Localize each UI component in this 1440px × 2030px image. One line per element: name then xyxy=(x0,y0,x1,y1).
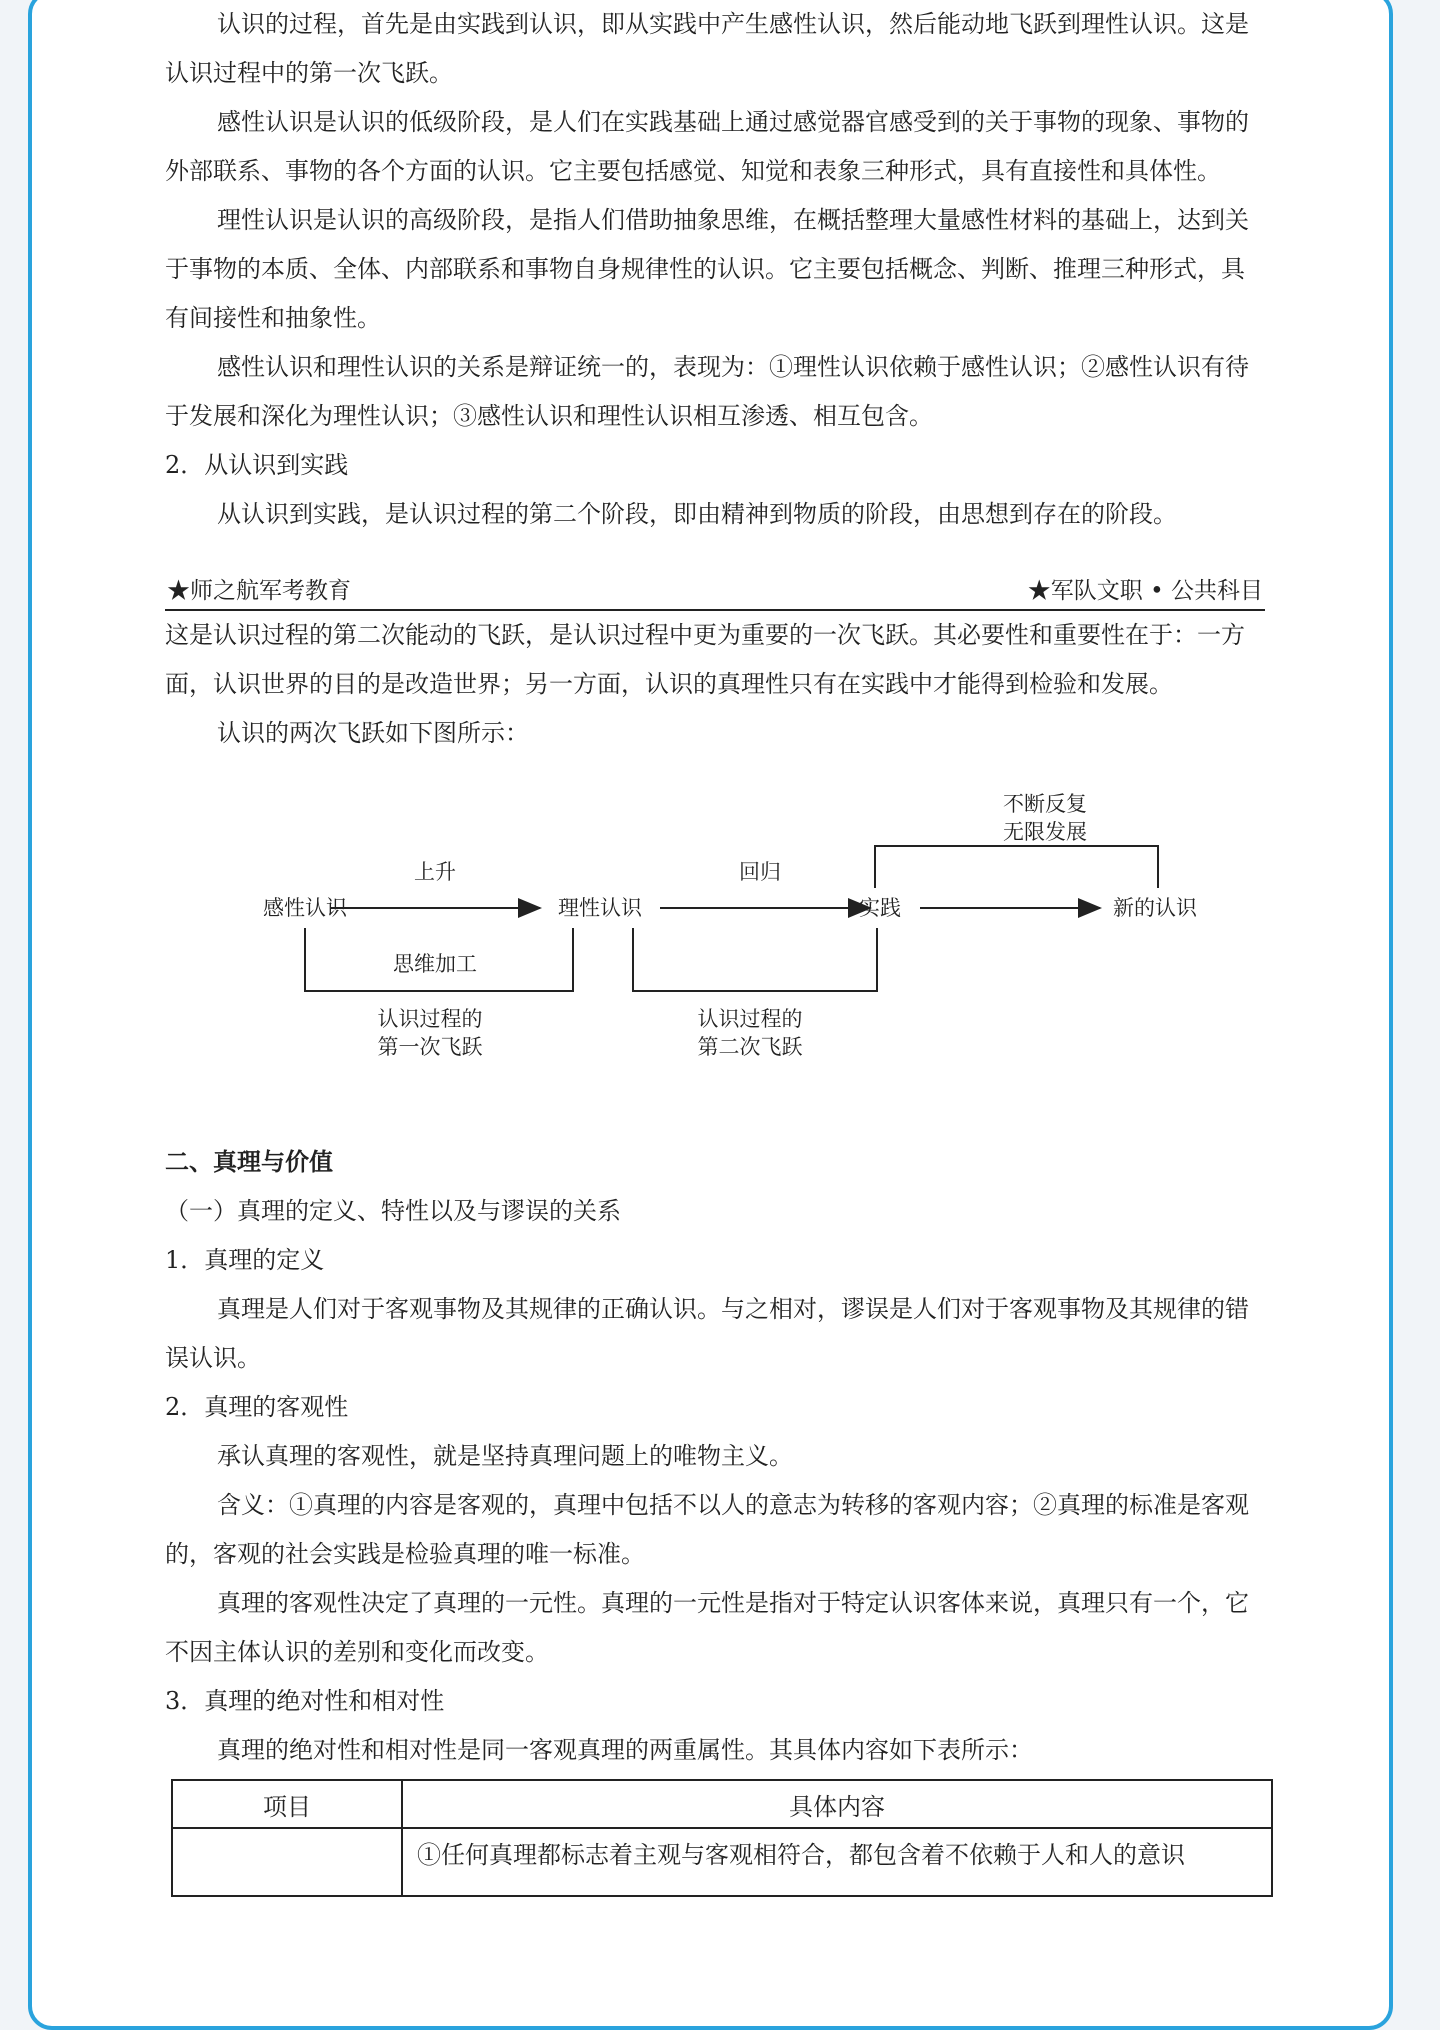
label-rise: 上升 xyxy=(414,860,456,884)
table-row xyxy=(172,1828,1272,1896)
running-header xyxy=(165,573,1265,611)
truth-table xyxy=(171,1779,1273,1897)
sub-heading: 2．从认识到实践 xyxy=(165,451,349,479)
document-body xyxy=(165,0,1265,1897)
section-heading: 二、真理与价值 xyxy=(165,1148,333,1176)
paragraph: 承认真理的客观性，就是坚持真理问题上的唯物主义。 xyxy=(217,1442,793,1470)
label-first-leap: 认识过程的 第一次飞跃 xyxy=(377,1007,483,1059)
paragraph: 理性认识是认识的高级阶段，是指人们借助抽象思维，在概括整理大量感性材料的基础上，达到关于事物的本质、全体、内部联系和事物自身规律性的认识。它主要包括概念、判断、推理三种形式，具有间接性和抽象性。 xyxy=(165,206,1249,332)
subsection-heading: （一）真理的定义、特性以及与谬误的关系 xyxy=(165,1197,621,1225)
item-title: 2．真理的客观性 xyxy=(165,1393,349,1421)
item-title: 3．真理的绝对性和相对性 xyxy=(165,1687,445,1715)
node-new-knowledge: 新的认识 xyxy=(1113,896,1197,920)
loop-second-leap xyxy=(633,928,877,991)
label-repeat: 不断反复 无限发展 xyxy=(1003,792,1087,844)
label-return: 回归 xyxy=(739,860,781,884)
header-right: ★军队文职 • 公共科目 xyxy=(1027,578,1263,604)
paragraph: 真理是人们对于客观事物及其规律的正确认识。与之相对，谬误是人们对于客观事物及其规律的错误认识。 xyxy=(165,1295,1249,1372)
paragraph: 认识的两次飞跃如下图所示： xyxy=(217,719,529,747)
label-second-leap: 认识过程的 第二次飞跃 xyxy=(697,1007,803,1059)
paragraph: 感性认识是认识的低级阶段，是人们在实践基础上通过感觉器官感受到的关于事物的现象、事物的外部联系、事物的各个方面的认识。它主要包括感觉、知觉和表象三种形式，具有直接性和具体性。 xyxy=(165,108,1249,185)
node-rational: 理性认识 xyxy=(558,896,642,920)
paragraph: 含义：①真理的内容是客观的，真理中包括不以人的意志为转移的客观内容；②真理的标准是客观的，客观的社会实践是检验真理的唯一标准。 xyxy=(165,1491,1249,1568)
paragraph: 从认识到实践，是认识过程的第二个阶段，即由精神到物质的阶段，由思想到存在的阶段。 xyxy=(217,500,1177,528)
loop-repeat xyxy=(875,846,1158,888)
header-left: ★师之航军考教育 xyxy=(167,578,351,604)
node-practice: 实践 xyxy=(859,896,901,920)
leap-diagram xyxy=(165,758,1265,1128)
table-header-row xyxy=(172,1780,1272,1828)
label-thinking: 思维加工 xyxy=(393,952,477,976)
paragraph: 真理的绝对性和相对性是同一客观真理的两重属性。其具体内容如下表所示： xyxy=(217,1736,1033,1764)
table-cell xyxy=(172,1828,402,1896)
paragraph: 这是认识过程的第二次能动的飞跃，是认识过程中更为重要的一次飞跃。其必要性和重要性在于：一方面，认识世界的目的是改造世界；另一方面，认识的真理性只有在实践中才能得到检验和发展。 xyxy=(165,621,1245,698)
node-perceptual: 感性认识 xyxy=(263,896,347,920)
paragraph: 真理的客观性决定了真理的一元性。真理的一元性是指对于特定认识客体来说，真理只有一个，它不因主体认识的差别和变化而改变。 xyxy=(165,1589,1249,1666)
table-header-content: 具体内容 xyxy=(402,1780,1272,1828)
table-header-item: 项目 xyxy=(172,1780,402,1828)
item-title: 1．真理的定义 xyxy=(165,1246,325,1274)
paragraph: 认识的过程，首先是由实践到认识，即从实践中产生感性认识，然后能动地飞跃到理性认识。这是认识过程中的第一次飞跃。 xyxy=(165,10,1249,87)
table-cell: ①任何真理都标志着主观与客观相符合，都包含着不依赖于人和人的意识 xyxy=(402,1828,1272,1896)
paragraph: 感性认识和理性认识的关系是辩证统一的，表现为：①理性认识依赖于感性认识；②感性认识有待于发展和深化为理性认识；③感性认识和理性认识相互渗透、相互包含。 xyxy=(165,353,1249,430)
